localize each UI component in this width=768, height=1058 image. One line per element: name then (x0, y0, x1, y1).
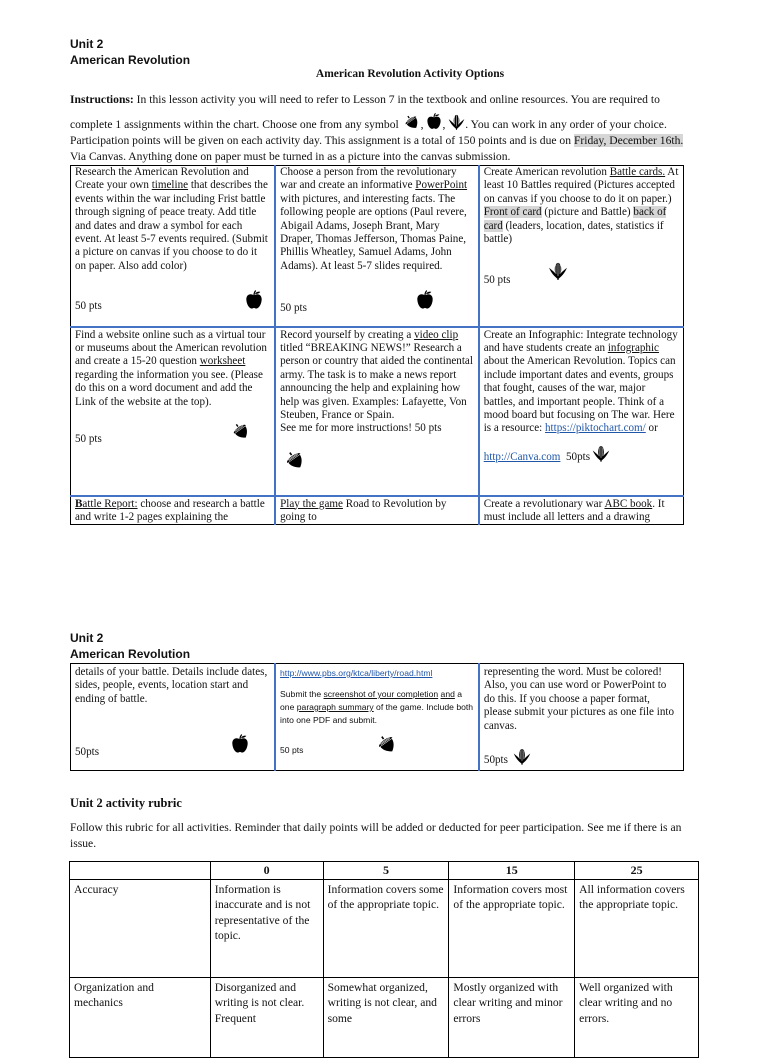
play-game-link[interactable]: Play the game (280, 497, 343, 510)
battle-report-continued: details of your battle. Details include dates, sides, people, events, location start and ending of battle. 50pts (71, 664, 276, 771)
website-worksheet-activity: Find a website online such as a virtual tour or museums about the American revolution and create a 15-20 question worksheet regarding the information you see. (Please do this on a word document and add the Link of the website at the top). 50 pts (71, 327, 276, 496)
abc-book-continued: representing the word. Must be colored! Also, you can use word or PowerPoint to do this. If you choose a paper format, please submit your pictures as one file into canvas. 50pts (479, 664, 684, 771)
rubric-cell: Well organized with clear writing and no errors. (575, 978, 699, 1058)
rubric-cell: Somewhat organized, writing is not clear, and some (323, 978, 449, 1058)
instructions-line-4: Via Canvas. Anything done on paper must be turned in as a picture into the canvas submission. (70, 150, 511, 163)
infographic-link[interactable]: infographic (607, 341, 659, 354)
corn-icon (548, 262, 568, 280)
timeline-link[interactable]: timeline (151, 179, 189, 192)
corn-icon (448, 114, 465, 130)
rubric-cell: All information covers the appropriate topic. (575, 880, 699, 978)
points: 50 pts (75, 300, 102, 312)
rubric-criterion: Organization and mechanics (70, 978, 211, 1058)
rubric-intro: Follow this rubric for all activities. Reminder that daily points will be added or deducted for peer participation. See me if there is an issue. (70, 821, 682, 850)
symbol-separator: , (442, 118, 446, 131)
due-date: Friday, December 16th. (573, 134, 684, 147)
powerpoint-link[interactable]: PowerPoint (415, 179, 468, 192)
rubric-heading: Unit 2 activity rubric (70, 796, 182, 810)
piktochart-link[interactable]: https://piktochart.com/ (545, 422, 646, 435)
rubric-cell: Information covers some of the appropriate topic. (323, 880, 449, 978)
abc-book-link[interactable]: ABC book (604, 497, 653, 510)
rubric-table (69, 861, 699, 1058)
screenshot-link: screenshot of your completion (323, 689, 439, 699)
battle-report-activity: Battle Report: choose and research a battle and write 1-2 pages explaining the (71, 496, 276, 525)
points: 50 pts (280, 745, 304, 755)
document-title: American Revolution Activity Options (315, 68, 505, 80)
unit-title: American Revolution (70, 647, 191, 661)
unit-label: Unit 2 (70, 631, 104, 645)
rubric-row-accuracy (70, 880, 699, 978)
apple-icon (416, 290, 434, 310)
instructions-line-2b: . You can work in any order of your choice. (465, 118, 667, 131)
timeline-activity: Research the American Revolution and Create your own timeline that describes the events within the war including Frist battle through signing of peace treaty. Add title and dates and draw a symbol for each event. At least 5-7 events required. (Submit a picture on canvas if you choose to do it on paper. Also add color) 50 pts (71, 166, 276, 327)
powerpoint-activity: Choose a person from the revolutionary war and create an informative PowerPoint with pictures, and interesting facts. The following people are options (Paul revere, Abigail Adams, Joseph Brant, Mary Draper, Thomas Jefferson, Thomas Paine, Phillis Wheatley, Samuel Adams, John Adams). At least 5-7 slides required. 50 pts (275, 166, 479, 327)
instructions (70, 92, 710, 165)
corn-icon (513, 748, 531, 765)
worksheet-link[interactable]: worksheet (199, 355, 246, 368)
rubric-cell: Mostly organized with clear writing and minor errors (449, 978, 575, 1058)
rubric-header (70, 862, 211, 880)
instructions-line-3: Participation points will be given on each activity day. This assignment is a total of 150 points and is due on (70, 134, 574, 147)
battle-cards-activity: Create American revolution Battle cards. At least 10 Battles required (Pictures accepted on canvas if you choose to do it on paper.) Front of card (picture and Battle) back of card (leaders, location, dates, statistics if battle) 50 pts (479, 166, 684, 327)
symbol-separator: , (420, 118, 424, 131)
acorn-icon (376, 734, 398, 754)
battle-cards-link[interactable]: Battle cards. (609, 166, 666, 178)
points: 50pts (75, 746, 100, 758)
rubric-row-organization (70, 978, 699, 1058)
points: 50 pts (483, 274, 511, 286)
rubric-header-row (70, 862, 699, 880)
acorn-icon (284, 450, 306, 470)
pbs-game-link[interactable]: http://www.pbs.org/ktca/liberty/road.html (280, 668, 433, 678)
unit-title: American Revolution (70, 53, 191, 67)
rubric-criterion: Accuracy (70, 880, 211, 978)
rubric-header: 15 (449, 862, 575, 880)
rubric-cell: Information covers most of the appropriate topic. (449, 880, 575, 978)
points: 50 pts (280, 302, 307, 314)
infographic-activity: Create an Infographic: Integrate technology and have students create an infographic about the American Revolution. Topics can include important dates and events, groups that fought, causes of the war, major battles, and important people. Think of a mood board but focusing on The war. Here is a resource: https://piktochart.com/ or http://Canva.com 50pts (479, 327, 684, 496)
apple-icon (231, 734, 249, 754)
points: 50 pts (75, 432, 102, 445)
instructions-label: Instructions: (70, 93, 134, 106)
canva-link[interactable]: http://Canva.com (483, 450, 561, 463)
acorn-icon (231, 422, 251, 440)
rubric-header: 5 (323, 862, 449, 880)
rubric-header: 25 (575, 862, 699, 880)
activity-grid (70, 165, 684, 525)
apple-icon (426, 113, 442, 130)
instructions-line-1: In this lesson activity you will need to refer to Lesson 7 in the textbook and online resources. You are required to (133, 93, 660, 106)
points: 50pts (483, 754, 508, 766)
abc-book-activity: Create a revolutionary war ABC book. It must include all letters and a drawing (479, 496, 684, 525)
road-to-revolution-activity: Play the game Road to Revolution by going to (275, 496, 479, 525)
summary-link: paragraph summary (296, 702, 374, 712)
video-clip-link[interactable]: video clip (414, 328, 459, 341)
acorn-icon (403, 114, 421, 130)
video-clip-activity: Record yourself by creating a video clip titled “BREAKING NEWS!” Research a person or country that aided the continental army. The task is to make a news report announcing the help and explaining how help was given. Examples: Lafayette, Von Steuben, France or Spain. See me for more instructions! 50 pts (275, 327, 479, 496)
apple-icon (245, 290, 263, 310)
rubric-cell: Disorganized and writing is not clear. Frequent (210, 978, 323, 1058)
points: 50pts (565, 450, 591, 463)
unit-label: Unit 2 (70, 37, 104, 51)
road-to-revolution-continued: http://www.pbs.org/ktca/liberty/road.html Submit the screenshot of your completion and a one paragraph summary of the game. Include both into one PDF and submit. 50 pts (275, 664, 479, 771)
rubric-cell: Information is inaccurate and is not representative of the topic. (210, 880, 323, 978)
corn-icon (592, 445, 610, 462)
activity-grid-continued (70, 663, 684, 771)
instructions-line-2a: complete 1 assignments within the chart. Choose one from any symbol (70, 118, 399, 131)
rubric-header: 0 (210, 862, 323, 880)
battle-report-link[interactable]: Battle Report: (75, 497, 138, 510)
